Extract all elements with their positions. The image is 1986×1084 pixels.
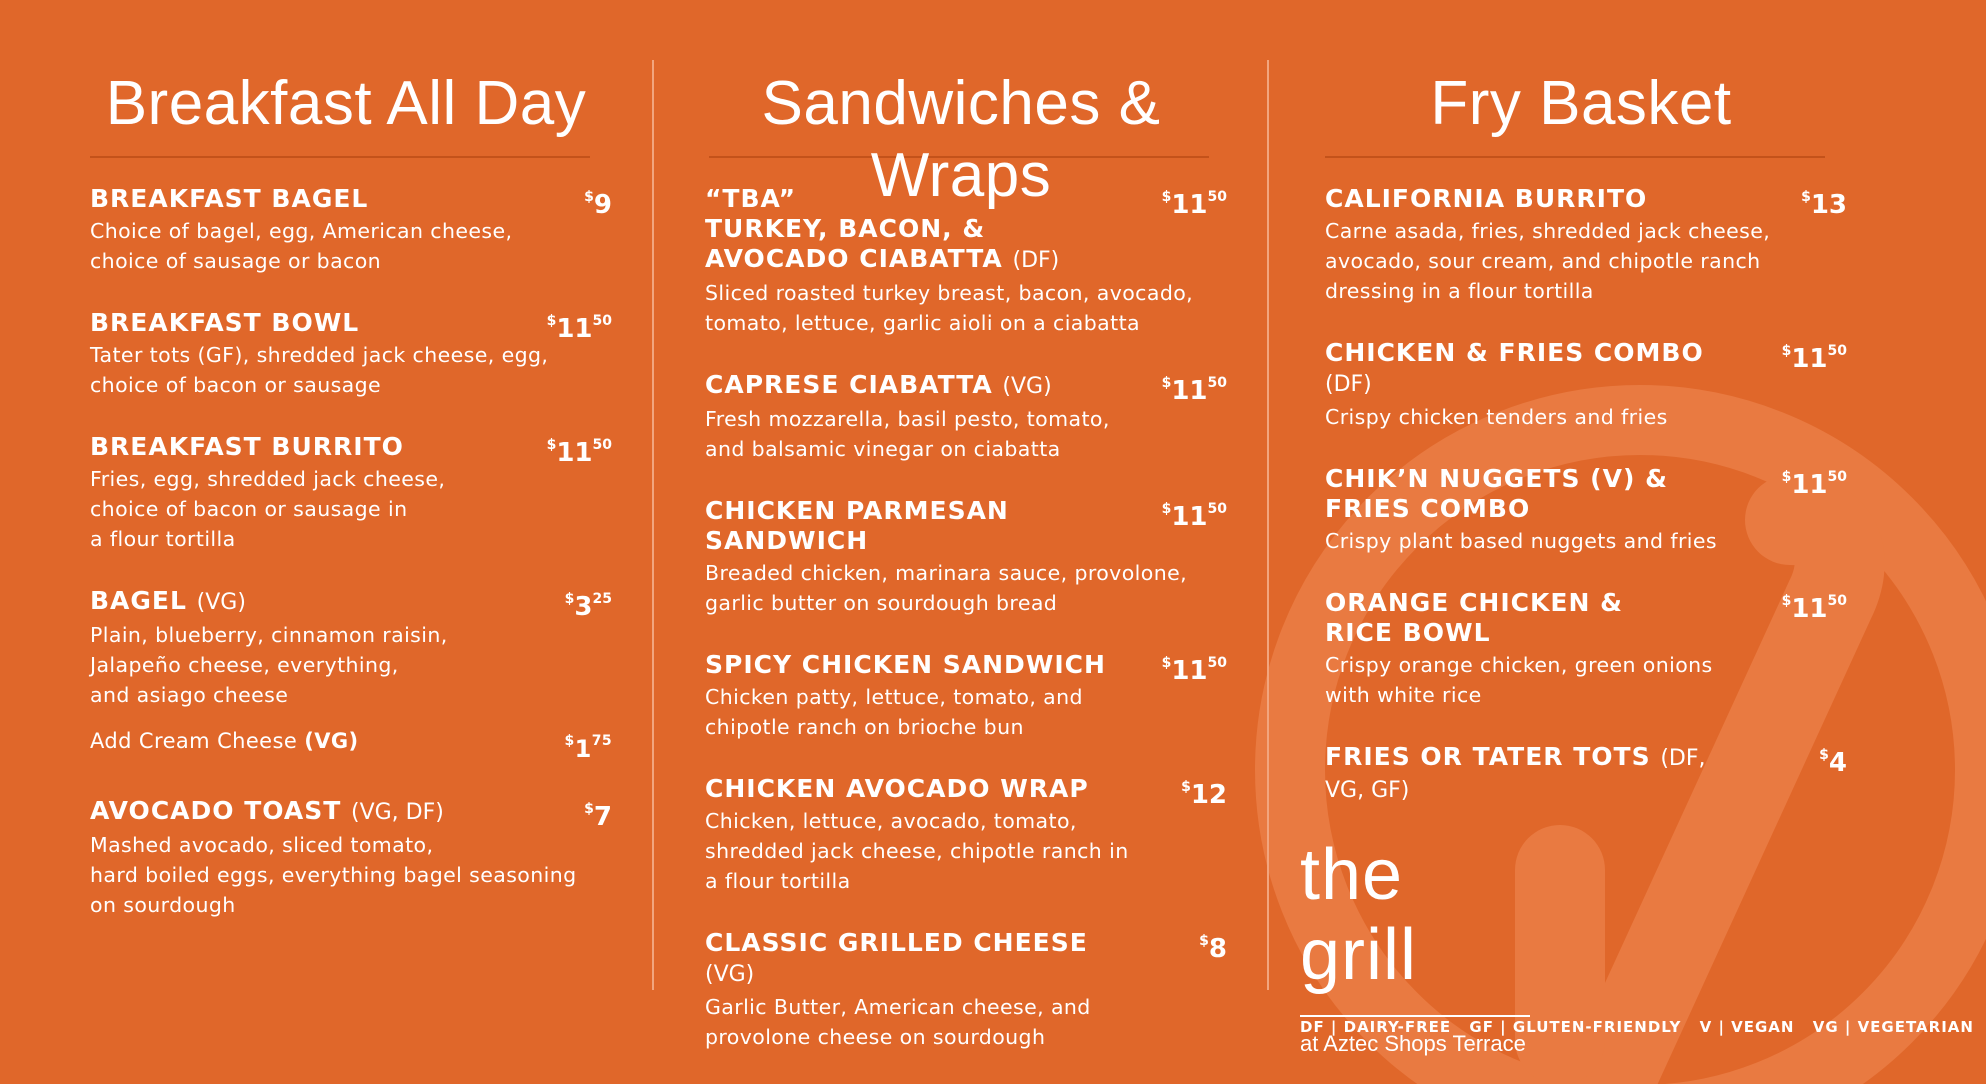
item-name-line: CHIK’N NUGGETS (V) & [1325,464,1668,493]
item-description [1325,216,1833,306]
price-cents: 50 [1207,189,1227,205]
currency-symbol: $ [1161,375,1172,391]
item-name [90,432,510,462]
item-price [1181,772,1227,810]
item-description [705,404,1213,464]
item-name-line: CHICKEN AVOCADO WRAP [705,774,1089,803]
item-name [705,496,1125,556]
menu-item [1325,338,1847,432]
brand-name: the grill [1300,835,1418,995]
item-name-line: FRIES OR TATER TOTS (DF, VG, GF) [1325,742,1706,803]
item-description [1325,526,1833,556]
item-description [90,464,598,554]
menu-item [90,432,612,554]
item-description [1325,650,1833,710]
description-line: choice of bacon or sausage in [90,497,408,521]
menu-column-sandwiches [705,0,1227,1084]
currency-symbol: $ [1781,593,1792,609]
description-line: Breaded chicken, marinara sauce, provolone, [705,561,1188,585]
dietary-tag: (DF) [1012,248,1060,273]
item-name [705,928,1125,990]
item-name [705,370,1125,402]
description-line: Plain, blueberry, cinnamon raisin, [90,623,448,647]
description-line: Carne asada, fries, shredded jack cheese, [1325,219,1771,243]
item-price [584,794,612,832]
item-price [547,430,612,468]
currency-symbol: $ [1161,655,1172,671]
item-name-line: BREAKFAST BAGEL [90,184,369,213]
description-line: Jalapeño cheese, everything, [90,653,399,677]
legend-item: V | VEGAN [1699,1018,1795,1036]
price-cents: 50 [1207,375,1227,391]
price-dollars: 1 [574,735,592,763]
item-name-line: AVOCADO CIABATTA (DF) [705,244,1060,273]
item-name-line: BAGEL (VG) [90,586,246,615]
item-description [705,682,1213,742]
description-line: tomato, lettuce, garlic aioli on a ciabatta [705,311,1140,335]
item-name-line: CAPRESE CIABATTA (VG) [705,370,1052,399]
description-line: Choice of bagel, egg, American cheese, [90,219,513,243]
description-line: Fresh mozzarella, basil pesto, tomato, [705,407,1110,431]
item-price [1819,740,1847,778]
column-divider-1 [652,60,654,990]
column-title: Fry Basket [1430,69,1732,138]
item-name [1325,588,1745,648]
description-line: Crispy chicken tenders and fries [1325,405,1668,429]
price-dollars: 11 [1171,376,1208,406]
dietary-tag: (VG) [196,590,246,615]
description-line: hard boiled eggs, everything bagel seasoning [90,863,577,887]
item-price [1199,926,1227,964]
currency-symbol: $ [564,591,575,607]
price-cents: 50 [1827,343,1847,359]
item-description [90,340,598,400]
price-dollars: 4 [1828,748,1847,778]
description-line: with white rice [1325,683,1482,707]
item-name [1325,742,1745,806]
item-name [1325,464,1745,524]
menu-item [705,370,1227,464]
price-cents: 50 [1207,655,1227,671]
item-name [90,796,510,828]
currency-symbol: $ [1199,933,1209,949]
item-name-line: BREAKFAST BURRITO [90,432,404,461]
currency-symbol: $ [1819,747,1829,763]
title-rule [90,156,590,158]
item-name-line: CHICKEN & FRIES COMBO (DF) [1325,338,1704,397]
item-description [705,992,1213,1052]
item-price [547,306,612,344]
dietary-tag: (VG) [304,729,359,753]
item-description [705,806,1213,896]
brand-subtitle: at Aztec Shops Terrace [1300,1031,1526,1056]
item-price [1782,336,1847,374]
description-line: Chicken, lettuce, avocado, tomato, [705,809,1077,833]
currency-symbol: $ [1801,189,1811,205]
currency-symbol: $ [1781,469,1792,485]
brand-rule [1300,1015,1530,1017]
item-name-line: SPICY CHICKEN SANDWICH [705,650,1106,679]
menu-item [90,184,612,276]
item-name [90,308,510,338]
item-price [1162,648,1227,686]
menu-item [1325,464,1847,556]
description-line: and balsamic vinegar on ciabatta [705,437,1061,461]
price-cents: 50 [1827,593,1847,609]
price-dollars: 13 [1810,190,1847,220]
item-price [1782,462,1847,500]
title-rule [1325,156,1825,158]
description-line: shredded jack cheese, chipotle ranch in [705,839,1129,863]
description-line: provolone cheese on sourdough [705,1025,1046,1049]
description-line: dressing in a flour tortilla [1325,279,1594,303]
legend-item: DF | DAIRY-FREE [1300,1018,1452,1036]
item-name [705,184,1125,276]
description-line: Mashed avocado, sliced tomato, [90,833,434,857]
dietary-tag: (DF, VG, GF) [1325,746,1706,803]
price-dollars: 12 [1190,780,1227,810]
item-name-line: CLASSIC GRILLED CHEESE (VG) [705,928,1088,987]
item-price [1162,368,1227,406]
currency-symbol: $ [584,189,594,205]
addon-label: Add Cream Cheese [90,729,298,753]
currency-symbol: $ [1161,189,1172,205]
price-dollars: 11 [1171,190,1208,220]
dietary-tag: (DF) [1325,372,1372,397]
price-dollars: 11 [1171,656,1208,686]
item-name [1325,338,1745,400]
description-line: Crispy orange chicken, green onions [1325,653,1713,677]
legend-item: VG | VEGETARIAN [1812,1018,1974,1036]
item-description [1325,402,1833,432]
description-line: and asiago cheese [90,683,289,707]
currency-symbol: $ [584,801,594,817]
item-name [90,586,510,618]
menu-item [705,496,1227,618]
price-cents: 50 [592,313,612,329]
item-name-line: RICE BOWL [1325,618,1491,647]
menu-column-fry-basket [1325,0,1847,838]
price-cents: 50 [1827,469,1847,485]
description-line: choice of bacon or sausage [90,373,382,397]
menu-item [705,650,1227,742]
dietary-tag: (VG, DF) [350,800,444,825]
description-line: Crispy plant based nuggets and fries [1325,529,1717,553]
menu-item [705,184,1227,338]
menu-item [1325,742,1847,806]
currency-symbol: $ [1181,779,1191,795]
price-dollars: 11 [1791,594,1828,624]
item-price [1162,182,1227,220]
currency-symbol: $ [546,437,557,453]
menu-item [705,928,1227,1052]
price-dollars: 9 [593,190,612,220]
price-dollars: 11 [556,438,593,468]
price-cents: 50 [592,437,612,453]
currency-symbol: $ [564,733,575,749]
item-description [90,216,598,276]
legend-item: GF | GLUTEN-FRIENDLY [1469,1018,1682,1036]
item-name-line: BREAKFAST BOWL [90,308,360,337]
item-name-line: FRIES COMBO [1325,494,1531,523]
dietary-tag: (VG) [1002,374,1052,399]
item-name [90,184,510,214]
item-price [584,182,612,220]
menu-item [90,586,612,710]
description-line: avocado, sour cream, and chipotle ranch [1325,249,1761,273]
price-cents: 50 [1207,501,1227,517]
column-title: Breakfast All Day [105,69,587,138]
price-dollars: 11 [1791,344,1828,374]
item-name-line: TURKEY, BACON, & [705,214,986,243]
item-name-line: CALIFORNIA BURRITO [1325,184,1648,213]
column-divider-2 [1267,60,1269,990]
menu-item [1325,184,1847,306]
menu-item [90,796,612,920]
menu-item [90,308,612,400]
price-dollars: 7 [593,802,612,832]
item-price [564,726,612,764]
item-description [90,620,598,710]
item-name [705,774,1125,804]
item-name [1325,184,1745,214]
price-dollars: 11 [1791,470,1828,500]
menu-item [705,774,1227,896]
item-price [1801,182,1847,220]
price-dollars: 11 [556,314,593,344]
column-title: Sandwiches & Wraps [761,69,1161,210]
description-line: Sliced roasted turkey breast, bacon, avocado, [705,281,1194,305]
item-name-line: AVOCADO TOAST (VG, DF) [90,796,444,825]
item-description [705,278,1213,338]
description-line: choice of sausage or bacon [90,249,382,273]
item-name-line: “TBA” [705,184,797,213]
price-dollars: 11 [1171,502,1208,532]
description-line: Fries, egg, shredded jack cheese, [90,467,446,491]
price-dollars: 8 [1208,934,1227,964]
description-line: garlic butter on sourdough bread [705,591,1058,615]
dietary-legend [1300,1018,1974,1036]
menu-item [1325,588,1847,710]
description-line: Chicken patty, lettuce, tomato, and [705,685,1083,709]
item-name-line: CHICKEN PARMESAN [705,496,1009,525]
dietary-tag: (VG) [705,962,755,987]
item-name [705,650,1125,680]
description-line: chipotle ranch on brioche bun [705,715,1024,739]
item-price [565,584,612,622]
description-line: a flour tortilla [705,869,851,893]
item-description [705,558,1213,618]
description-line: on sourdough [90,893,236,917]
price-cents: 75 [591,733,612,749]
item-name-line: SANDWICH [705,526,869,555]
item-price [1782,586,1847,624]
currency-symbol: $ [1781,343,1792,359]
addon-item [90,726,612,763]
description-line: Garlic Butter, American cheese, and [705,995,1091,1019]
description-line: Tater tots (GF), shredded jack cheese, egg, [90,343,549,367]
price-dollars: 3 [574,592,593,622]
description-line: a flour tortilla [90,527,236,551]
item-description [90,830,598,920]
item-name-line: ORANGE CHICKEN & [1325,588,1623,617]
currency-symbol: $ [1161,501,1172,517]
currency-symbol: $ [546,313,557,329]
menu-column-breakfast [90,0,612,952]
price-cents: 25 [592,591,612,607]
item-price [1162,494,1227,532]
